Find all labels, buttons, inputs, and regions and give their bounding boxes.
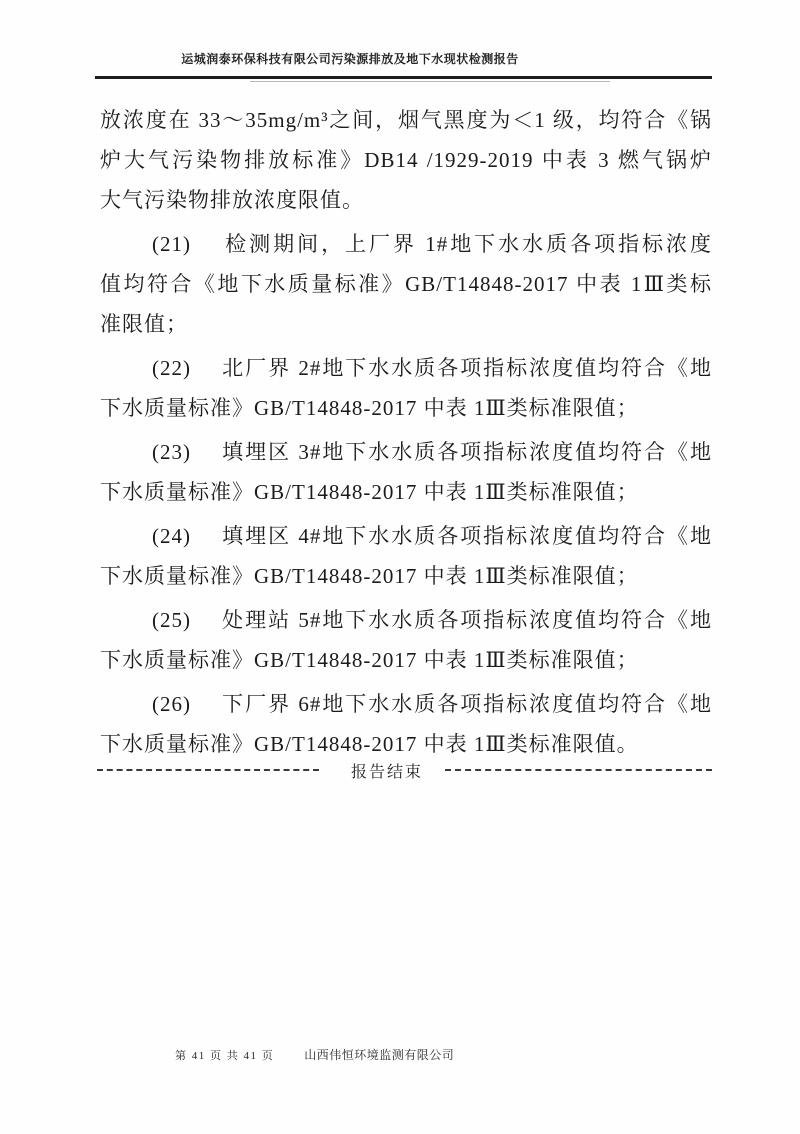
footer-page-number: 第 41 页 共 41 页 bbox=[175, 1050, 275, 1062]
paragraph-item-21 bbox=[100, 224, 712, 344]
body-line: 下水质量标准》GB/T14848-2017 中表 1Ⅲ类标准限值； bbox=[100, 480, 639, 504]
body-line: (23) 填埋区 3#地下水水质各项指标浓度值均符合《地 bbox=[152, 440, 713, 464]
page-footer bbox=[175, 1046, 454, 1063]
body-line: 值均符合《地下水质量标准》GB/T14848-2017 中表 1Ⅲ类标 bbox=[100, 272, 712, 296]
body-line: (26) 下厂界 6#地下水水质各项指标浓度值均符合《地 bbox=[152, 692, 713, 716]
body-line: (24) 填埋区 4#地下水水质各项指标浓度值均符合《地 bbox=[152, 524, 713, 548]
report-end-label: 报告结束 bbox=[351, 763, 424, 781]
body-line: 大气污染物排放浓度限值。 bbox=[100, 188, 364, 212]
body-line: 下水质量标准》GB/T14848-2017 中表 1Ⅲ类标准限值； bbox=[100, 564, 639, 588]
report-header-title: 运城润泰环保科技有限公司污染源排放及地下水现状检测报告 bbox=[181, 52, 519, 66]
paragraph-continuation bbox=[100, 100, 712, 220]
paragraph-item-23 bbox=[100, 432, 712, 512]
header-rule bbox=[95, 76, 712, 79]
body-line: (25) 处理站 5#地下水水质各项指标浓度值均符合《地 bbox=[152, 608, 713, 632]
body-line: 下水质量标准》GB/T14848-2017 中表 1Ⅲ类标准限值； bbox=[100, 648, 639, 672]
body-line: 准限值； bbox=[100, 312, 188, 336]
body-line: 下水质量标准》GB/T14848-2017 中表 1Ⅲ类标准限值； bbox=[100, 396, 639, 420]
report-end-separator bbox=[97, 750, 712, 790]
footer-company-name: 山西伟恒环境监测有限公司 bbox=[304, 1048, 455, 1062]
separator-dash-right bbox=[445, 769, 712, 771]
body-line: 炉大气污染物排放标准》DB14 /1929-2019 中表 3 燃气锅炉 bbox=[100, 148, 712, 172]
paragraph-item-22 bbox=[100, 348, 712, 428]
report-body bbox=[100, 100, 712, 768]
body-line: 下水质量标准》GB/T14848-2017 中表 1Ⅲ类标准限值。 bbox=[100, 732, 639, 756]
header-rule-scan-echo bbox=[250, 81, 610, 82]
paragraph-item-24 bbox=[100, 516, 712, 596]
separator-dash-left bbox=[97, 769, 319, 771]
body-line: 放浓度在 33～35mg/m³之间，烟气黑度为＜1 级，均符合《锅 bbox=[100, 108, 712, 132]
body-line: (22) 北厂界 2#地下水水质各项指标浓度值均符合《地 bbox=[152, 356, 713, 380]
body-line: (21) 检测期间，上厂界 1#地下水水质各项指标浓度 bbox=[152, 232, 712, 256]
paragraph-item-25 bbox=[100, 600, 712, 680]
